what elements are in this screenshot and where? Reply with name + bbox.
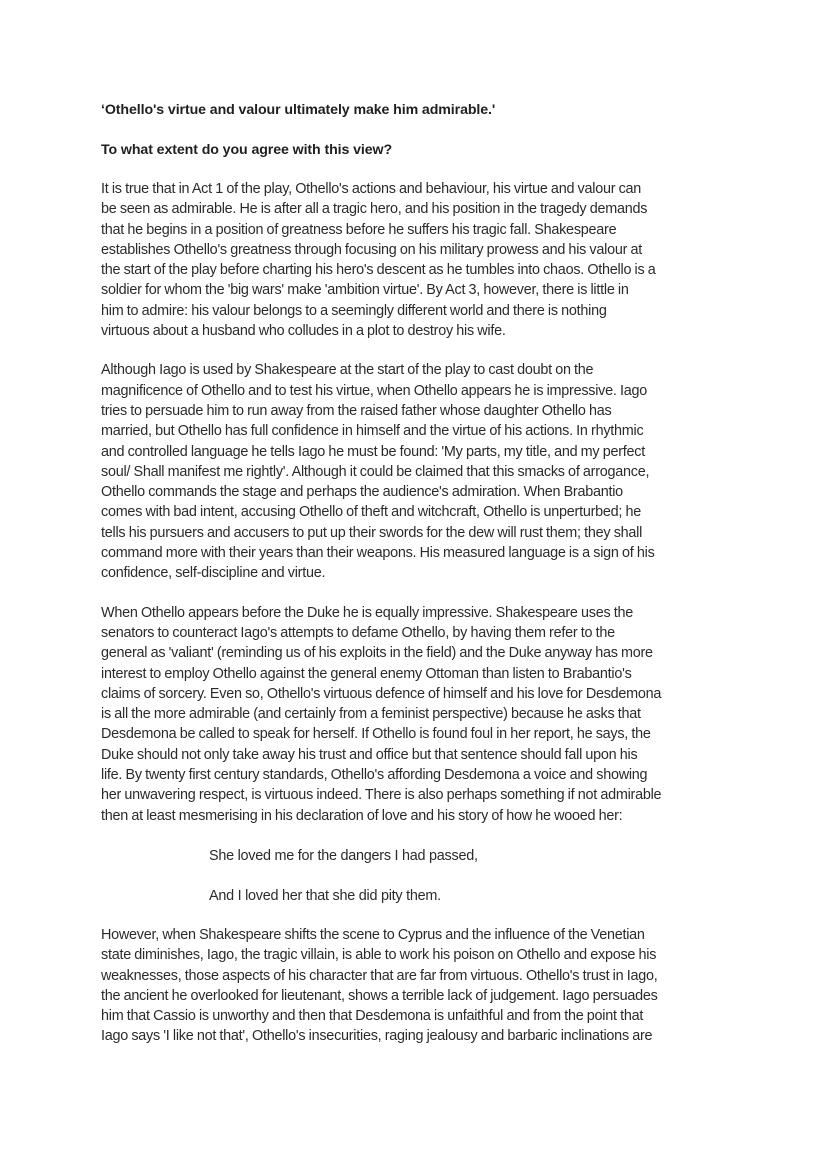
text-line: married, but Othello has full confidence in himself and the virtue of his actions. In rhythmic bbox=[101, 423, 644, 440]
essay-page bbox=[101, 100, 741, 1047]
text-line: confidence, self-discipline and virtue. bbox=[101, 565, 326, 582]
block-quotation-line-2: And I loved her that she did pity them. bbox=[209, 887, 441, 904]
text-line: be seen as admirable. He is after all a tragic hero, and his position in the tragedy demands bbox=[101, 201, 648, 218]
text-line: state diminishes, Iago, the tragic villain, is able to work his poison on Othello and expose his bbox=[101, 947, 657, 964]
text-line: comes with bad intent, accusing Othello of theft and witchcraft, Othello is unperturbed; he bbox=[101, 504, 641, 521]
text-line: tells his pursuers and accusers to put up their swords for the dew will rust them; they shall bbox=[101, 524, 643, 541]
text-line: life. By twenty first century standards, Othello's affording Desdemona a voice and showing bbox=[101, 767, 648, 784]
text-line: her unwavering respect, is virtuous indeed. There is also perhaps something if not admirable bbox=[101, 787, 662, 804]
text-line: soul/ Shall manifest me rightly'. Although it could be claimed that this smacks of arrogance, bbox=[101, 463, 650, 480]
essay-question: To what extent do you agree with this view? bbox=[101, 142, 393, 158]
text-line: that he begins in a position of greatness before he suffers his tragic fall. Shakespeare bbox=[101, 221, 617, 238]
text-line: When Othello appears before the Duke he is equally impressive. Shakespeare uses the bbox=[101, 604, 634, 621]
text-line: Duke should not only take away his trust and office but that sentence should fall upon his bbox=[101, 746, 638, 763]
text-line: claims of sorcery. Even so, Othello's virtuous defence of himself and his love for Desdemona bbox=[101, 685, 662, 702]
text-line: and controlled language he tells Iago he must be found: 'My parts, my title, and my perfect bbox=[101, 443, 645, 460]
text-line: him to admire: his valour belongs to a seemingly different world and there is nothing bbox=[101, 302, 607, 319]
text-line: the start of the play before charting his hero's descent as he tumbles into chaos. Othello is a bbox=[101, 262, 656, 279]
paragraph-iago-doubt bbox=[101, 360, 741, 583]
text-line: Desdemona be called to speak for herself. If Othello is found foul in her report, he says, the bbox=[101, 726, 651, 743]
text-line: Othello commands the stage and perhaps the audience's admiration. When Brabantio bbox=[101, 484, 623, 501]
text-line: virtuous about a husband who colludes in a plot to destroy his wife. bbox=[101, 323, 506, 340]
text-line: establishes Othello's greatness through focusing on his military prowess and his valour at bbox=[101, 241, 642, 258]
text-line: senators to counteract Iago's attempts to defame Othello, by having them refer to the bbox=[101, 624, 615, 641]
block-quotation-line-1: She loved me for the dangers I had passed, bbox=[209, 847, 478, 864]
text-line: soldier for whom the 'big wars' make 'ambition virtue'. By Act 3, however, there is little in bbox=[101, 282, 629, 299]
paragraph-duke bbox=[101, 603, 741, 826]
text-line: weaknesses, those aspects of his character that are far from virtuous. Othello's trust in Iago, bbox=[101, 967, 658, 984]
text-line: interest to employ Othello against the general enemy Ottoman than listen to Brabantio's bbox=[101, 665, 632, 682]
text-line: him that Cassio is unworthy and then that Desdemona is unfaithful and from the point that bbox=[101, 1008, 644, 1025]
essay-title: ‘Othello's virtue and valour ultimately make him admirable.' bbox=[101, 102, 496, 118]
text-line: Although Iago is used by Shakespeare at the start of the play to cast doubt on the bbox=[101, 362, 594, 379]
text-line: the ancient he overlooked for lieutenant, shows a terrible lack of judgement. Iago persuades bbox=[101, 987, 658, 1004]
text-line: general as 'valiant' (reminding us of his exploits in the field) and the Duke anyway has more bbox=[101, 645, 653, 662]
text-line: Iago says 'I like not that', Othello's insecurities, raging jealousy and barbaric inclinations are bbox=[101, 1028, 653, 1045]
text-line: is all the more admirable (and certainly from a feminist perspective) because he asks that bbox=[101, 706, 641, 723]
text-line: tries to persuade him to run away from the raised father whose daughter Othello has bbox=[101, 402, 612, 419]
text-line: magnificence of Othello and to test his virtue, when Othello appears he is impressive. Iago bbox=[101, 382, 647, 399]
text-line: However, when Shakespeare shifts the scene to Cyprus and the influence of the Venetian bbox=[101, 926, 645, 943]
paragraph-cyprus bbox=[101, 925, 741, 1047]
paragraph-introduction bbox=[101, 179, 741, 341]
text-line: command more with their years than their weapons. His measured language is a sign of his bbox=[101, 545, 655, 562]
text-line: It is true that in Act 1 of the play, Othello's actions and behaviour, his virtue and valour can bbox=[101, 181, 642, 197]
text-line: then at least mesmerising in his declaration of love and his story of how he wooed her: bbox=[101, 807, 623, 824]
